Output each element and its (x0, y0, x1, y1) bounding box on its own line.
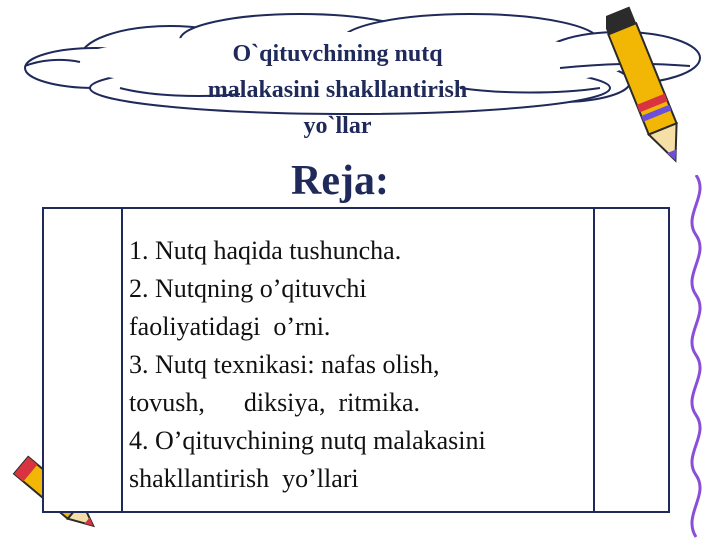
list-item: shakllantirish yo’llari (129, 464, 359, 493)
title-line-2: malakasini shakllantirish (207, 77, 468, 103)
title-line-3: yo`llar (303, 113, 372, 139)
list-item: 2. Nutqning o’qituvchi (129, 274, 367, 303)
pencil-icon (606, 0, 686, 170)
board-divider-right (593, 209, 595, 511)
list-item: tovush, diksiya, ritmika. (129, 388, 421, 417)
title-line-1: O`qituvchining nutq (232, 41, 443, 67)
list-item: 1. Nutq haqida tushuncha. (129, 236, 402, 265)
page-title (150, 36, 525, 144)
plan-list (129, 232, 589, 498)
wavy-line (676, 175, 716, 540)
plan-heading: Reja: (291, 158, 389, 204)
board-divider-left (121, 209, 123, 511)
list-item: 3. Nutq texnikasi: nafas olish, (129, 350, 440, 379)
list-item: 4. O’qituvchining nutq malakasini (129, 426, 486, 455)
list-item: faoliyatidagi o’rni. (129, 312, 331, 341)
